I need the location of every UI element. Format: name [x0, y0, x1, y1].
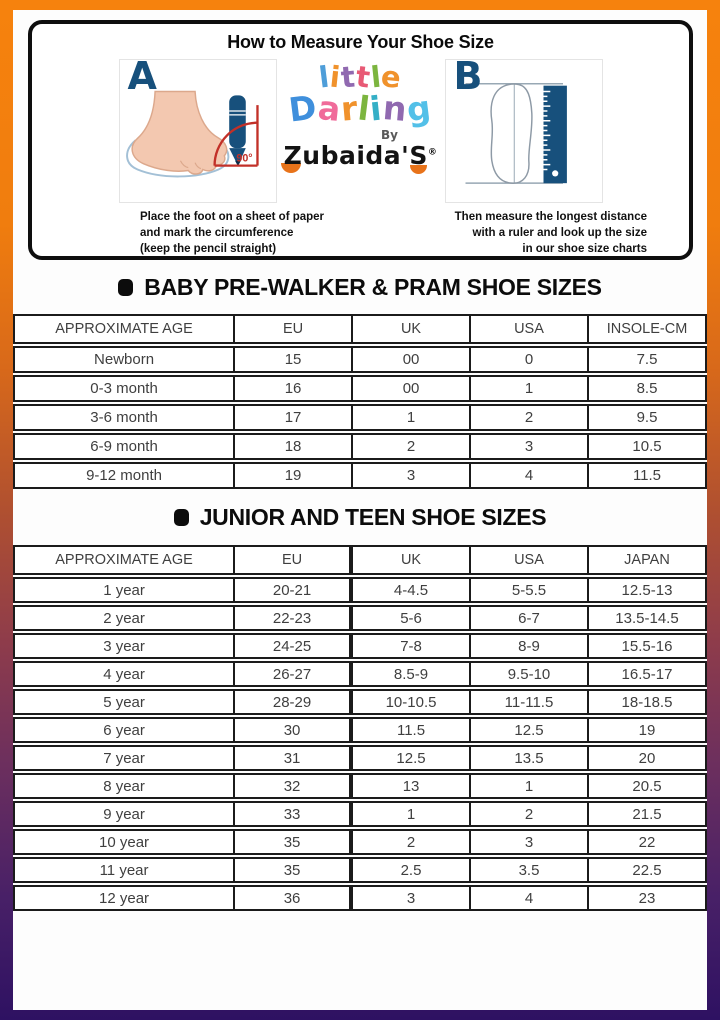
table-cell: 18: [235, 433, 353, 460]
table-cell: 17: [235, 404, 353, 431]
caption-line: and mark the circumference: [140, 226, 294, 239]
table-cell: 19: [235, 462, 353, 489]
table-cell: 12.5: [471, 717, 589, 743]
step-a-panel: [119, 54, 277, 203]
table-cell: 1: [471, 773, 589, 799]
table-cell: 5-5.5: [471, 577, 589, 603]
baby-section-title-text: BABY PRE-WALKER & PRAM SHOE SIZES: [144, 274, 602, 300]
table-cell: 3: [471, 829, 589, 855]
table-cell: 9.5-10: [471, 661, 589, 687]
table-cell: 6-7: [471, 605, 589, 631]
table-cell: 18-18.5: [589, 689, 707, 715]
table-cell: 16.5-17: [589, 661, 707, 687]
table-cell: 6 year: [13, 717, 235, 743]
table-cell: 28-29: [235, 689, 353, 715]
table-cell: 35: [235, 829, 353, 855]
table-row: [13, 745, 707, 771]
step-b-caption: [455, 210, 647, 258]
column-header: INSOLE-CM: [589, 314, 707, 344]
table-cell: 23: [589, 885, 707, 911]
column-header: EU: [235, 545, 353, 575]
column-header: APPROXIMATE AGE: [13, 314, 235, 344]
logo-letter: g: [404, 87, 435, 130]
table-row: [13, 689, 707, 715]
table-cell: 11 year: [13, 857, 235, 883]
table-cell: 24-25: [235, 633, 353, 659]
table-cell: 11.5: [589, 462, 707, 489]
table-cell: 36: [235, 885, 353, 911]
table-row: [13, 605, 707, 631]
brand-logo: [277, 59, 445, 170]
baby-section-title: [13, 274, 707, 301]
step-b-panel: [445, 54, 603, 203]
table-cell: 11.5: [353, 717, 471, 743]
table-cell: 4-4.5: [353, 577, 471, 603]
table-cell: 5 year: [13, 689, 235, 715]
junior-section-title: [13, 504, 707, 531]
table-cell: 1: [471, 375, 589, 402]
table-row: [13, 375, 707, 402]
logo-letter: r: [339, 88, 360, 129]
content-panel: [13, 10, 707, 1010]
table-row: [13, 829, 707, 855]
table-row: [13, 801, 707, 827]
table-cell: 3: [471, 433, 589, 460]
table-row: [13, 577, 707, 603]
table-cell: 13: [353, 773, 471, 799]
logo-letter: t: [339, 59, 358, 95]
logo-letter: l: [355, 88, 373, 129]
table-cell: 3.5: [471, 857, 589, 883]
table-cell: 12.5: [353, 745, 471, 771]
logo-darling-text: [277, 87, 445, 130]
table-cell: 32: [235, 773, 353, 799]
table-cell: 13.5: [471, 745, 589, 771]
table-row: [13, 346, 707, 373]
logo-letter: i: [328, 59, 343, 95]
logo-letter: l: [368, 59, 384, 95]
table-cell: 2 year: [13, 605, 235, 631]
caption-line: (keep the pencil straight): [140, 242, 277, 255]
table-cell: 7 year: [13, 745, 235, 771]
card-title: How to Measure Your Shoe Size: [227, 32, 494, 52]
step-a-caption: [140, 210, 324, 258]
column-header: USA: [471, 545, 589, 575]
table-cell: 30: [235, 717, 353, 743]
table-cell: 10-10.5: [353, 689, 471, 715]
table-cell: 5-6: [353, 605, 471, 631]
table-cell: 20.5: [589, 773, 707, 799]
table-cell: 4 year: [13, 661, 235, 687]
table-cell: 12.5-13: [589, 577, 707, 603]
table-cell: 22-23: [235, 605, 353, 631]
captions-row: [44, 203, 677, 258]
table-cell: 2: [471, 404, 589, 431]
table-cell: 12 year: [13, 885, 235, 911]
table-cell: 16: [235, 375, 353, 402]
table-cell: 8.5-9: [353, 661, 471, 687]
table-row: [13, 717, 707, 743]
step-a-label: A: [127, 54, 157, 98]
table-cell: 1 year: [13, 577, 235, 603]
table-cell: 20-21: [235, 577, 353, 603]
table-cell: 19: [589, 717, 707, 743]
brand-name: Zubaida'S: [283, 140, 428, 170]
table-cell: 6-9 month: [13, 433, 235, 460]
baby-size-table: [13, 312, 707, 491]
table-cell: 2: [353, 433, 471, 460]
table-cell: 9.5: [589, 404, 707, 431]
table-cell: 1: [353, 801, 471, 827]
table-row: [13, 433, 707, 460]
table-cell: 9 year: [13, 801, 235, 827]
registered-mark: ®: [427, 147, 438, 158]
step-b-label: B: [453, 54, 483, 98]
table-cell: 0-3 month: [13, 375, 235, 402]
column-header: UK: [353, 314, 471, 344]
table-cell: 2: [353, 829, 471, 855]
junior-section-title-text: JUNIOR AND TEEN SHOE SIZES: [199, 504, 547, 530]
table-cell: 11-11.5: [471, 689, 589, 715]
column-header: EU: [235, 314, 353, 344]
table-row: [13, 661, 707, 687]
table-cell: 15: [235, 346, 353, 373]
column-header: JAPAN: [589, 545, 707, 575]
table-row: [13, 404, 707, 431]
table-cell: 8-9: [471, 633, 589, 659]
column-header: UK: [353, 545, 471, 575]
table-cell: 4: [471, 462, 589, 489]
logo-letter: a: [315, 87, 343, 130]
logo-letter: i: [368, 88, 385, 129]
table-cell: 00: [353, 346, 471, 373]
table-cell: 4: [471, 885, 589, 911]
table-cell: 20: [589, 745, 707, 771]
table-cell: 9-12 month: [13, 462, 235, 489]
table-row: [13, 462, 707, 489]
header-row: [13, 545, 707, 575]
table-cell: 8.5: [589, 375, 707, 402]
caption-line: with a ruler and look up the size: [472, 226, 647, 239]
table-cell: 0: [471, 346, 589, 373]
caption-line: Then measure the longest distance: [454, 211, 647, 223]
header-row: [13, 314, 707, 344]
caption-line: Place the foot on a sheet of paper: [140, 211, 325, 223]
table-cell: 00: [353, 375, 471, 402]
table-cell: 3-6 month: [13, 404, 235, 431]
table-row: [13, 633, 707, 659]
table-cell: 10.5: [589, 433, 707, 460]
table-cell: 7.5: [589, 346, 707, 373]
bullet-icon: [174, 509, 189, 526]
table-cell: 3: [353, 885, 471, 911]
table-cell: 2: [471, 801, 589, 827]
table-cell: 31: [235, 745, 353, 771]
table-cell: 15.5-16: [589, 633, 707, 659]
table-cell: 22.5: [589, 857, 707, 883]
logo-letter: e: [380, 59, 404, 95]
table-cell: 13.5-14.5: [589, 605, 707, 631]
table-row: [13, 857, 707, 883]
table-cell: 3 year: [13, 633, 235, 659]
junior-size-table: [13, 543, 707, 913]
column-header: USA: [471, 314, 589, 344]
bullet-icon: [118, 279, 133, 296]
table-cell: 10 year: [13, 829, 235, 855]
logo-letter: D: [286, 87, 320, 130]
logo-by-text: By: [381, 127, 398, 142]
table-row: [13, 773, 707, 799]
table-cell: 33: [235, 801, 353, 827]
caption-line: in our shoe size charts: [522, 242, 647, 255]
column-header: APPROXIMATE AGE: [13, 545, 235, 575]
table-row: [13, 885, 707, 911]
table-cell: 8 year: [13, 773, 235, 799]
table-cell: 3: [353, 462, 471, 489]
table-cell: 22: [589, 829, 707, 855]
logo-letter: t: [353, 59, 373, 95]
logo-letter: n: [381, 88, 409, 129]
table-cell: 7-8: [353, 633, 471, 659]
brand-wordmark: [283, 140, 438, 170]
table-cell: Newborn: [13, 346, 235, 373]
angle-label: 90°: [235, 152, 253, 165]
panels-row: [44, 54, 677, 203]
table-cell: 35: [235, 857, 353, 883]
table-cell: 26-27: [235, 661, 353, 687]
table-cell: 21.5: [589, 801, 707, 827]
table-cell: 1: [353, 404, 471, 431]
measure-instructions-card: [28, 20, 693, 260]
logo-letter: l: [316, 59, 332, 95]
table-cell: 2.5: [353, 857, 471, 883]
